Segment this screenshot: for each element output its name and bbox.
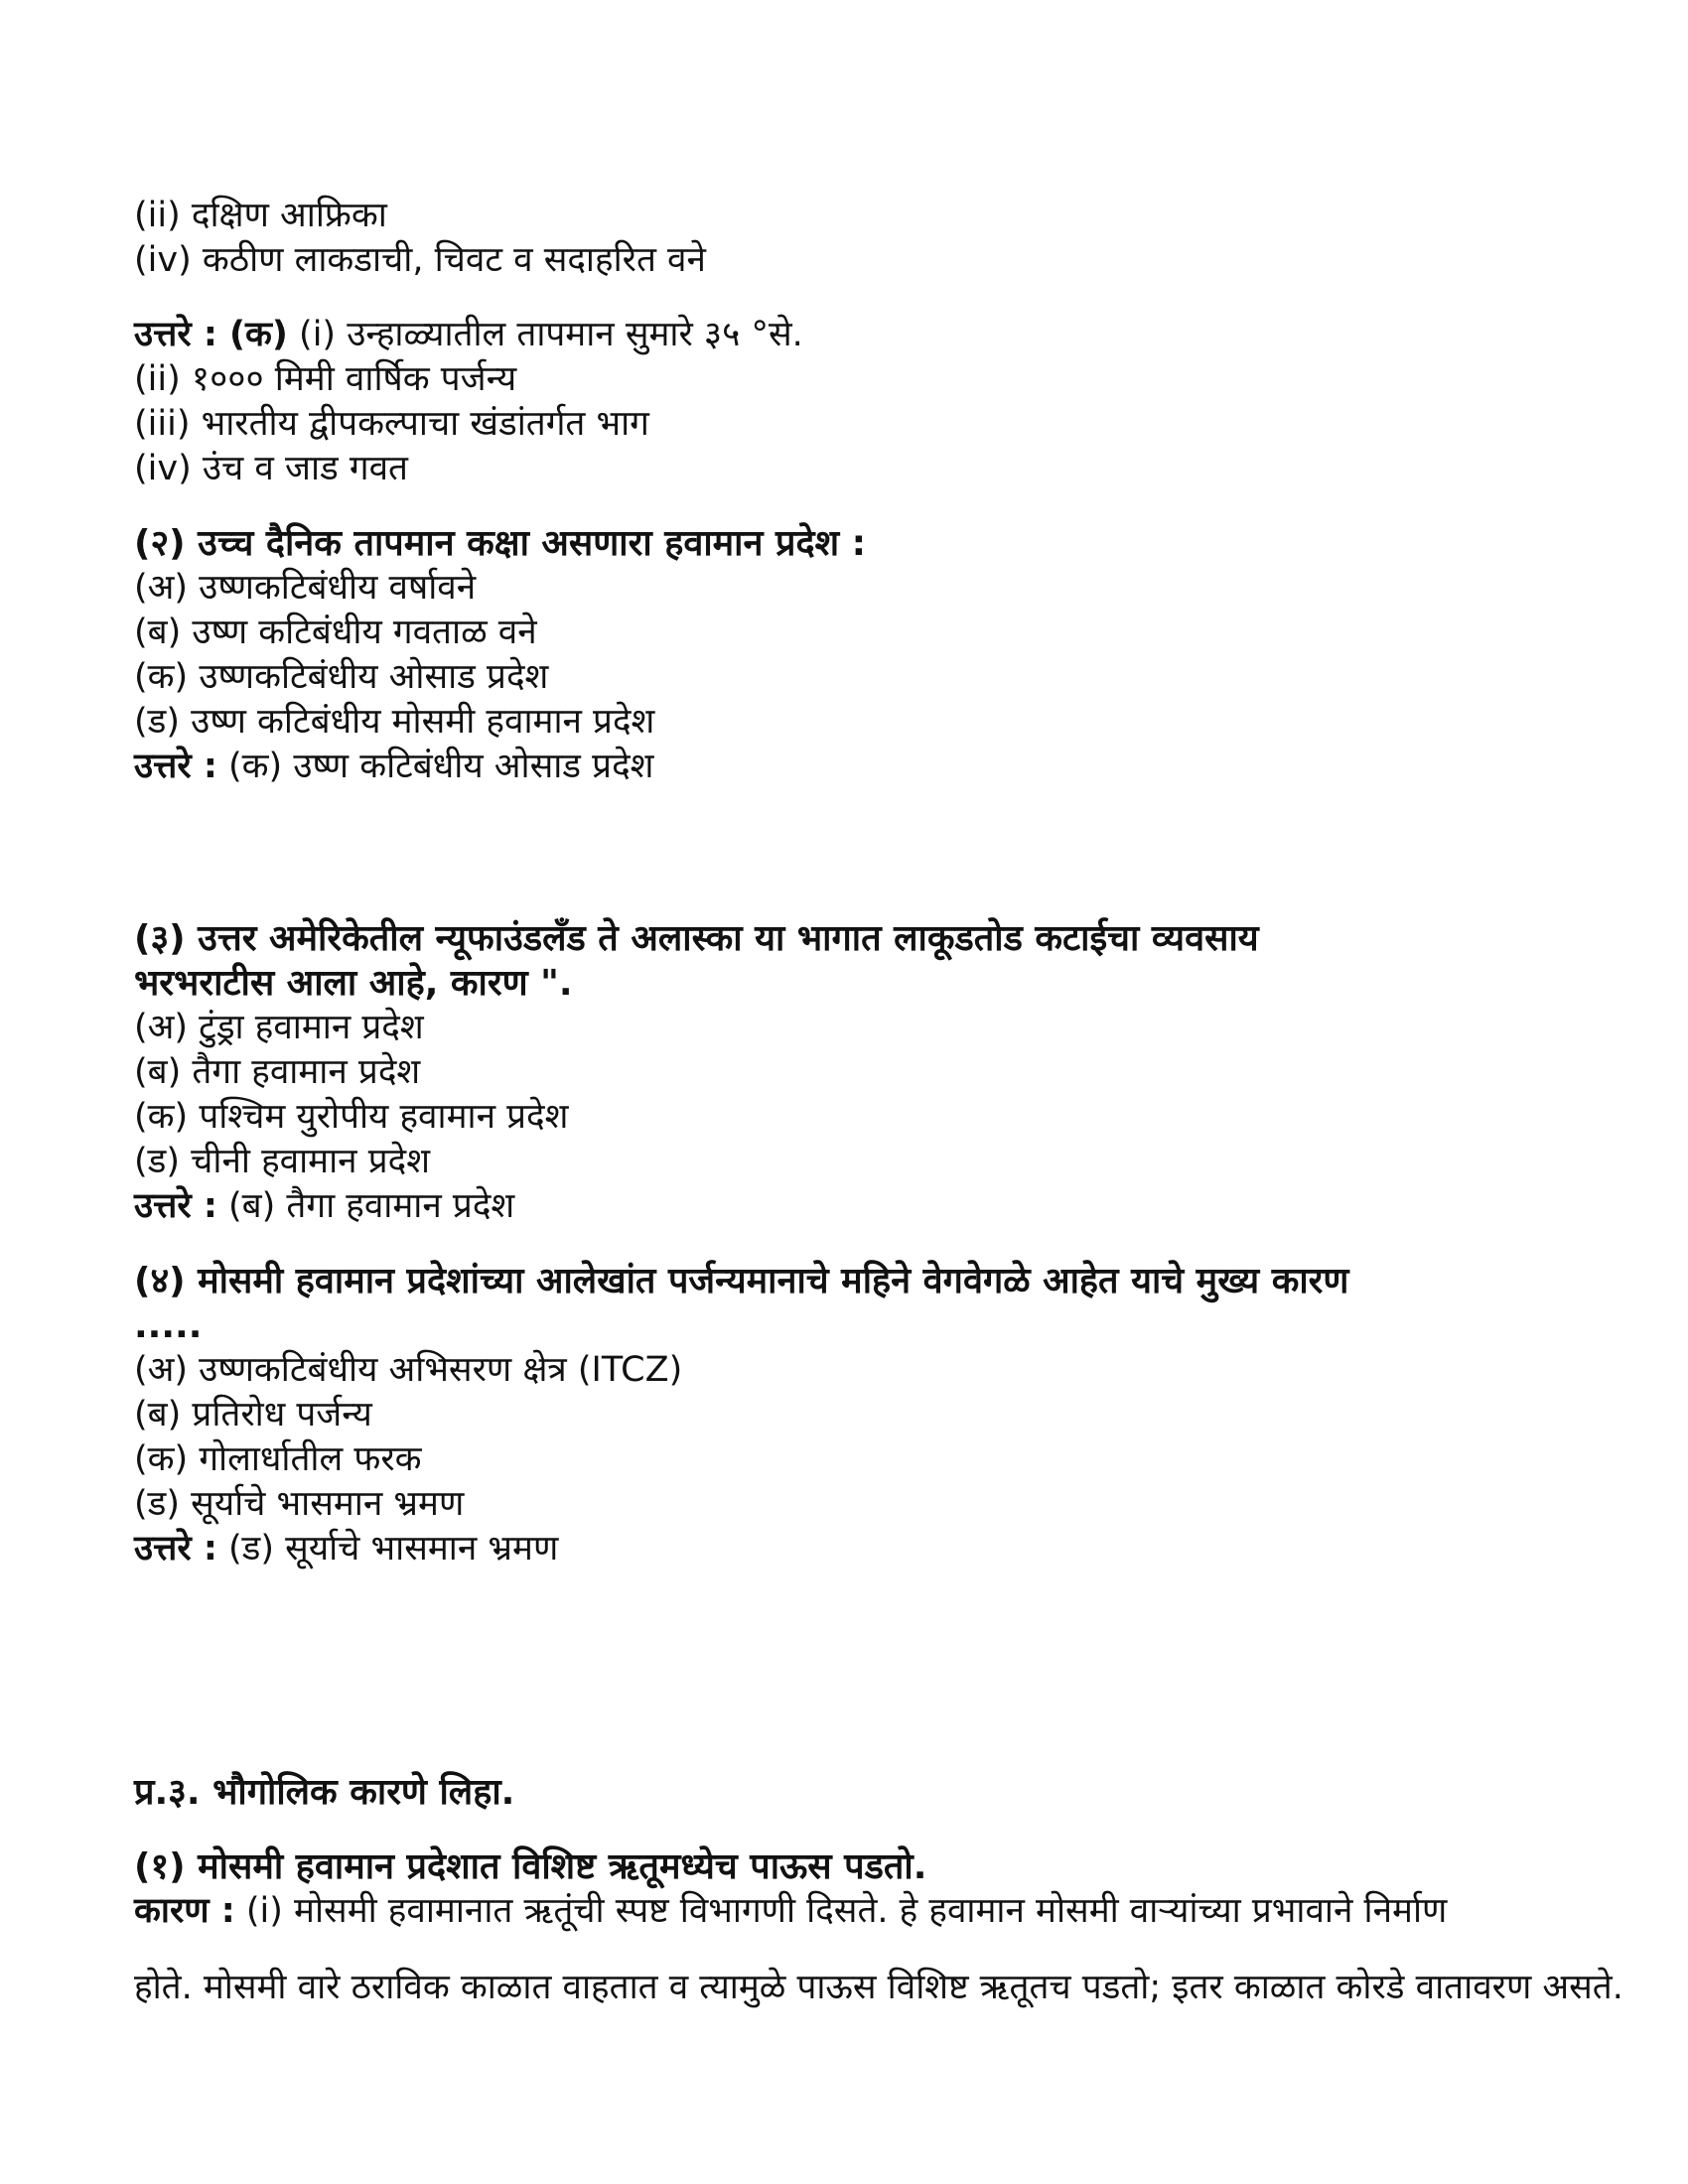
answer-label: उत्तरे : (134, 1529, 217, 1569)
answer-line: (ii) १००० मिमी वार्षिक पर्जन्य (134, 359, 517, 399)
option-c: (क) उष्णकटिबंधीय ओसाड प्रदेश (134, 657, 549, 697)
section-heading: प्र.३. भौगोलिक कारणे लिहा. (134, 1772, 515, 1813)
reason-text: (i) मोसमी हवामानात ऋतूंची स्पष्ट विभागणी दिसते. हे हवामान मोसमी वाऱ्यांच्या प्रभावाने निर्माण (234, 1891, 1448, 1931)
option-a: (अ) टुंड्रा हवामान प्रदेश (134, 1008, 424, 1047)
answer-line (134, 313, 1564, 357)
answer-label: उत्तरे : (क) (134, 315, 288, 354)
question-heading: (४) मोसमी हवामान प्रदेशांच्या आलेखांत पर्जन्यमानाचे महिने वेगवेगळे आहेत याचे मुख्य कारण (134, 1261, 1349, 1301)
cut-off-text: होते. मोसमी वारे ठराविक काळात वाहतात व त्यामुळे पाऊस विशिष्ट ऋतूतच पडतो; इतर काळात कोरडे वातावरण असते. (134, 1968, 1623, 2007)
option-line: (iv) कठीण लाकडाची, चिवट व सदाहरित वने (134, 240, 706, 280)
answer-line (134, 1184, 1564, 1229)
answer-line (134, 1527, 1564, 1571)
question-heading: (३) उत्तर अमेरिकेतील न्यूफाउंडलँड ते अलास्का या भागात लाकूडतोड कटाईचा व्यवसाय (134, 918, 1259, 959)
question-heading: (१) मोसमी हवामान प्रदेशात विशिष्ट ऋतूमध्येच पाऊस पडतो. (134, 1846, 927, 1887)
answer-text: (i) उन्हाळ्यातील तापमान सुमारे ३५ °से. (287, 315, 803, 354)
option-c: (क) गोलार्धातील फरक (134, 1439, 422, 1479)
option-line: (ii) दक्षिण आफ्रिका (134, 196, 387, 235)
option-d: (ड) उष्ण कटिबंधीय मोसमी हवामान प्रदेश (134, 702, 655, 742)
option-b: (ब) उष्ण कटिबंधीय गवताळ वने (134, 613, 537, 652)
answer-line: (iii) भारतीय द्वीपकल्पाचा खंडांतर्गत भाग (134, 404, 649, 444)
answer-text: (ब) तैगा हवामान प्रदेश (216, 1186, 515, 1226)
answer-line: (iv) उंच व जाड गवत (134, 449, 408, 488)
option-b: (ब) तैगा हवामान प्रदेश (134, 1052, 421, 1092)
question-heading-cont: ..... (134, 1305, 203, 1346)
answer-line (134, 745, 1564, 789)
document-page (134, 194, 1564, 1934)
question-heading-cont: भरभराटीस आला आहे, कारण ". (134, 963, 573, 1004)
option-b: (ब) प्रतिरोध पर्जन्य (134, 1395, 372, 1434)
answer-text: (ड) सूर्याचे भासमान भ्रमण (216, 1529, 559, 1569)
option-c: (क) पश्चिम युरोपीय हवामान प्रदेश (134, 1097, 569, 1137)
option-d: (ड) सूर्याचे भासमान भ्रमण (134, 1484, 465, 1524)
answer-label: उत्तरे : (134, 1186, 217, 1226)
answer-text: (क) उष्ण कटिबंधीय ओसाड प्रदेश (216, 747, 654, 786)
answer-label: उत्तरे : (134, 747, 217, 786)
reason-line (134, 1889, 1564, 1934)
option-a: (अ) उष्णकटिबंधीय अभिसरण क्षेत्र (ITCZ) (134, 1350, 683, 1390)
cut-off-line (134, 1968, 1623, 2007)
option-a: (अ) उष्णकटिबंधीय वर्षावने (134, 568, 477, 608)
option-d: (ड) चीनी हवामान प्रदेश (134, 1142, 431, 1181)
reason-label: कारण : (134, 1891, 235, 1931)
question-heading: (२) उच्च दैनिक तापमान कक्षा असणारा हवामान प्रदेश : (134, 523, 867, 564)
